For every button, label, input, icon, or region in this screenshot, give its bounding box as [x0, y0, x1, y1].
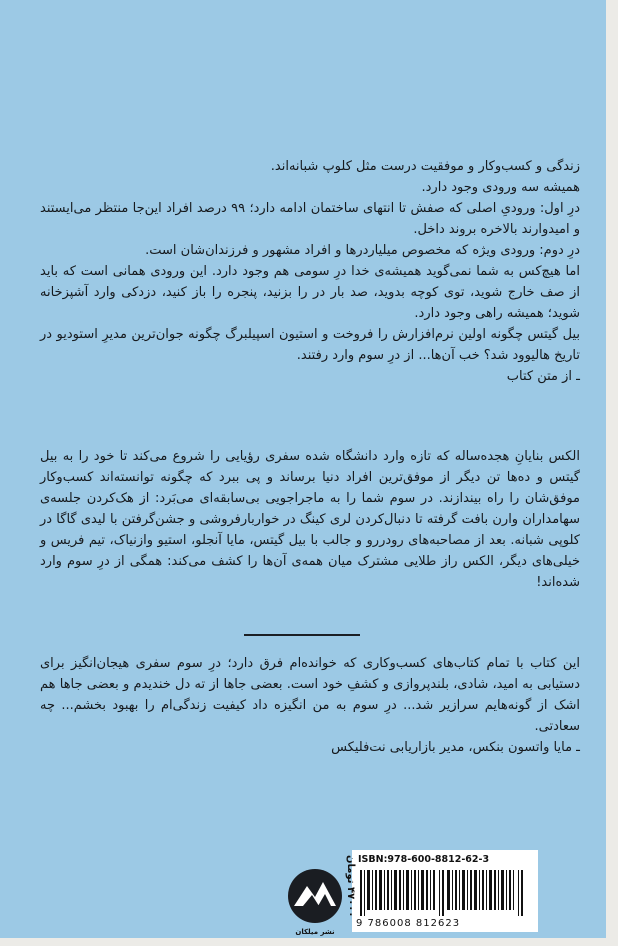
barcode-number: 9 786008 812623 — [356, 918, 461, 929]
publisher-logo-icon — [285, 864, 345, 934]
intro-line: زندگی و کسب‌وکار و موفقیت درست مثل کلوپ شبانه‌اند. — [270, 159, 580, 174]
review-quote: این کتاب با تمام کتاب‌های کسب‌وکاری که خوانده‌ام فرق دارد؛ درِ سوم سفری هیجان‌انگیز برای دستیابی به امید، شادی، بلندپروازی و کشفِ خود است. بعضی جاها از ته دل خندیدم و بعضی جاها هم اشک از گونه‌هایم سرازیر شد... درِ سوم به من انگیزه داد کیفیت زندگی‌ام را بهبود بخشم... چه سعادتی. — [40, 656, 580, 734]
summary-paragraph — [40, 446, 580, 593]
intro-line: بیل گیتس چگونه اولین نرم‌افزارش را فروخت و استیون اسپیلبرگ چگونه جوان‌ترین مدیرِ استودیو در تاریخ هالیوود شد؟ خب آن‌ها... از درِ سوم وارد رفتند. — [40, 327, 580, 363]
publisher-name: نشر میلکان — [295, 928, 335, 936]
isbn-text: ISBN:978-600-8812-62-3 — [358, 854, 490, 865]
summary-text: الکس بنایانِ هجده‌ساله که تازه وارد دانشگاه شده سفری رؤیایی را شروع می‌کند تا خود را به بیل گیتس و ده‌ها تن دیگر از موفق‌ترین افراد دنیا برساند و پی ببرد که چگونه توانسته‌اند کسب‌وکار موفق‌شان را راه بیندازند. در سوم شما را به ماجراجویی بی‌سابقه‌ای می‌بَرد: از هک‌کردن جلسه‌ی سهامداران وارن بافت گرفته تا دنبال‌کردن لری کینگ در خواربارفروشی و جشن‌گرفتن با لیدی گاگا در کلوپی شبانه. بعد از مصاحبه‌های رودررو و جالب با بیل گیتس، مایا آنجلو، استیو وازنیاک، تیم فریس و خیلی‌های دیگر، الکس راز طلایی مشترک میان همه‌ی آن‌ها را کشف می‌کند: همگی از درِ سوم وارد شده‌اند! — [40, 449, 580, 590]
barcode-icon — [360, 870, 530, 916]
intro-line: همیشه سه ورودی وجود دارد. — [421, 180, 580, 195]
review-block — [40, 653, 580, 758]
price-label: ۴۷۰۰۰ تومان — [345, 855, 356, 918]
page-edge — [606, 0, 618, 946]
divider-line — [244, 634, 360, 636]
review-attribution: ـ مایا واتسون بنکس، مدیر بازاریابی نت‌فلیکس — [331, 740, 580, 755]
bottom-edge — [0, 938, 606, 946]
barcode-label — [352, 850, 538, 932]
intro-line: درِ اول: ورودیِ اصلی که صفش تا انتهای ساختمان ادامه دارد؛ ۹۹ درصد افراد این‌جا منتظر می‌ایستند و امیدوارند بالاخره بروند داخل. — [40, 201, 580, 237]
intro-text-block — [40, 156, 580, 387]
intro-line: درِ دوم: ورودی ویژه که مخصوص میلیاردرها و افراد مشهور و فرزندان‌شان است. — [145, 243, 580, 258]
intro-line: اما هیچ‌کس به شما نمی‌گوید همیشه‌ی خدا درِ سومی هم وجود دارد. این ورودی همانی است که باید از صف خارج شوید، توی کوچه بدوید، صد بار در را بزنید، پنجره را باز کنید، دزدکی وارد آشپزخانه شوید؛ همیشه راهی وجود دارد. — [40, 264, 580, 321]
intro-source: ـ از متن کتاب — [506, 369, 580, 384]
